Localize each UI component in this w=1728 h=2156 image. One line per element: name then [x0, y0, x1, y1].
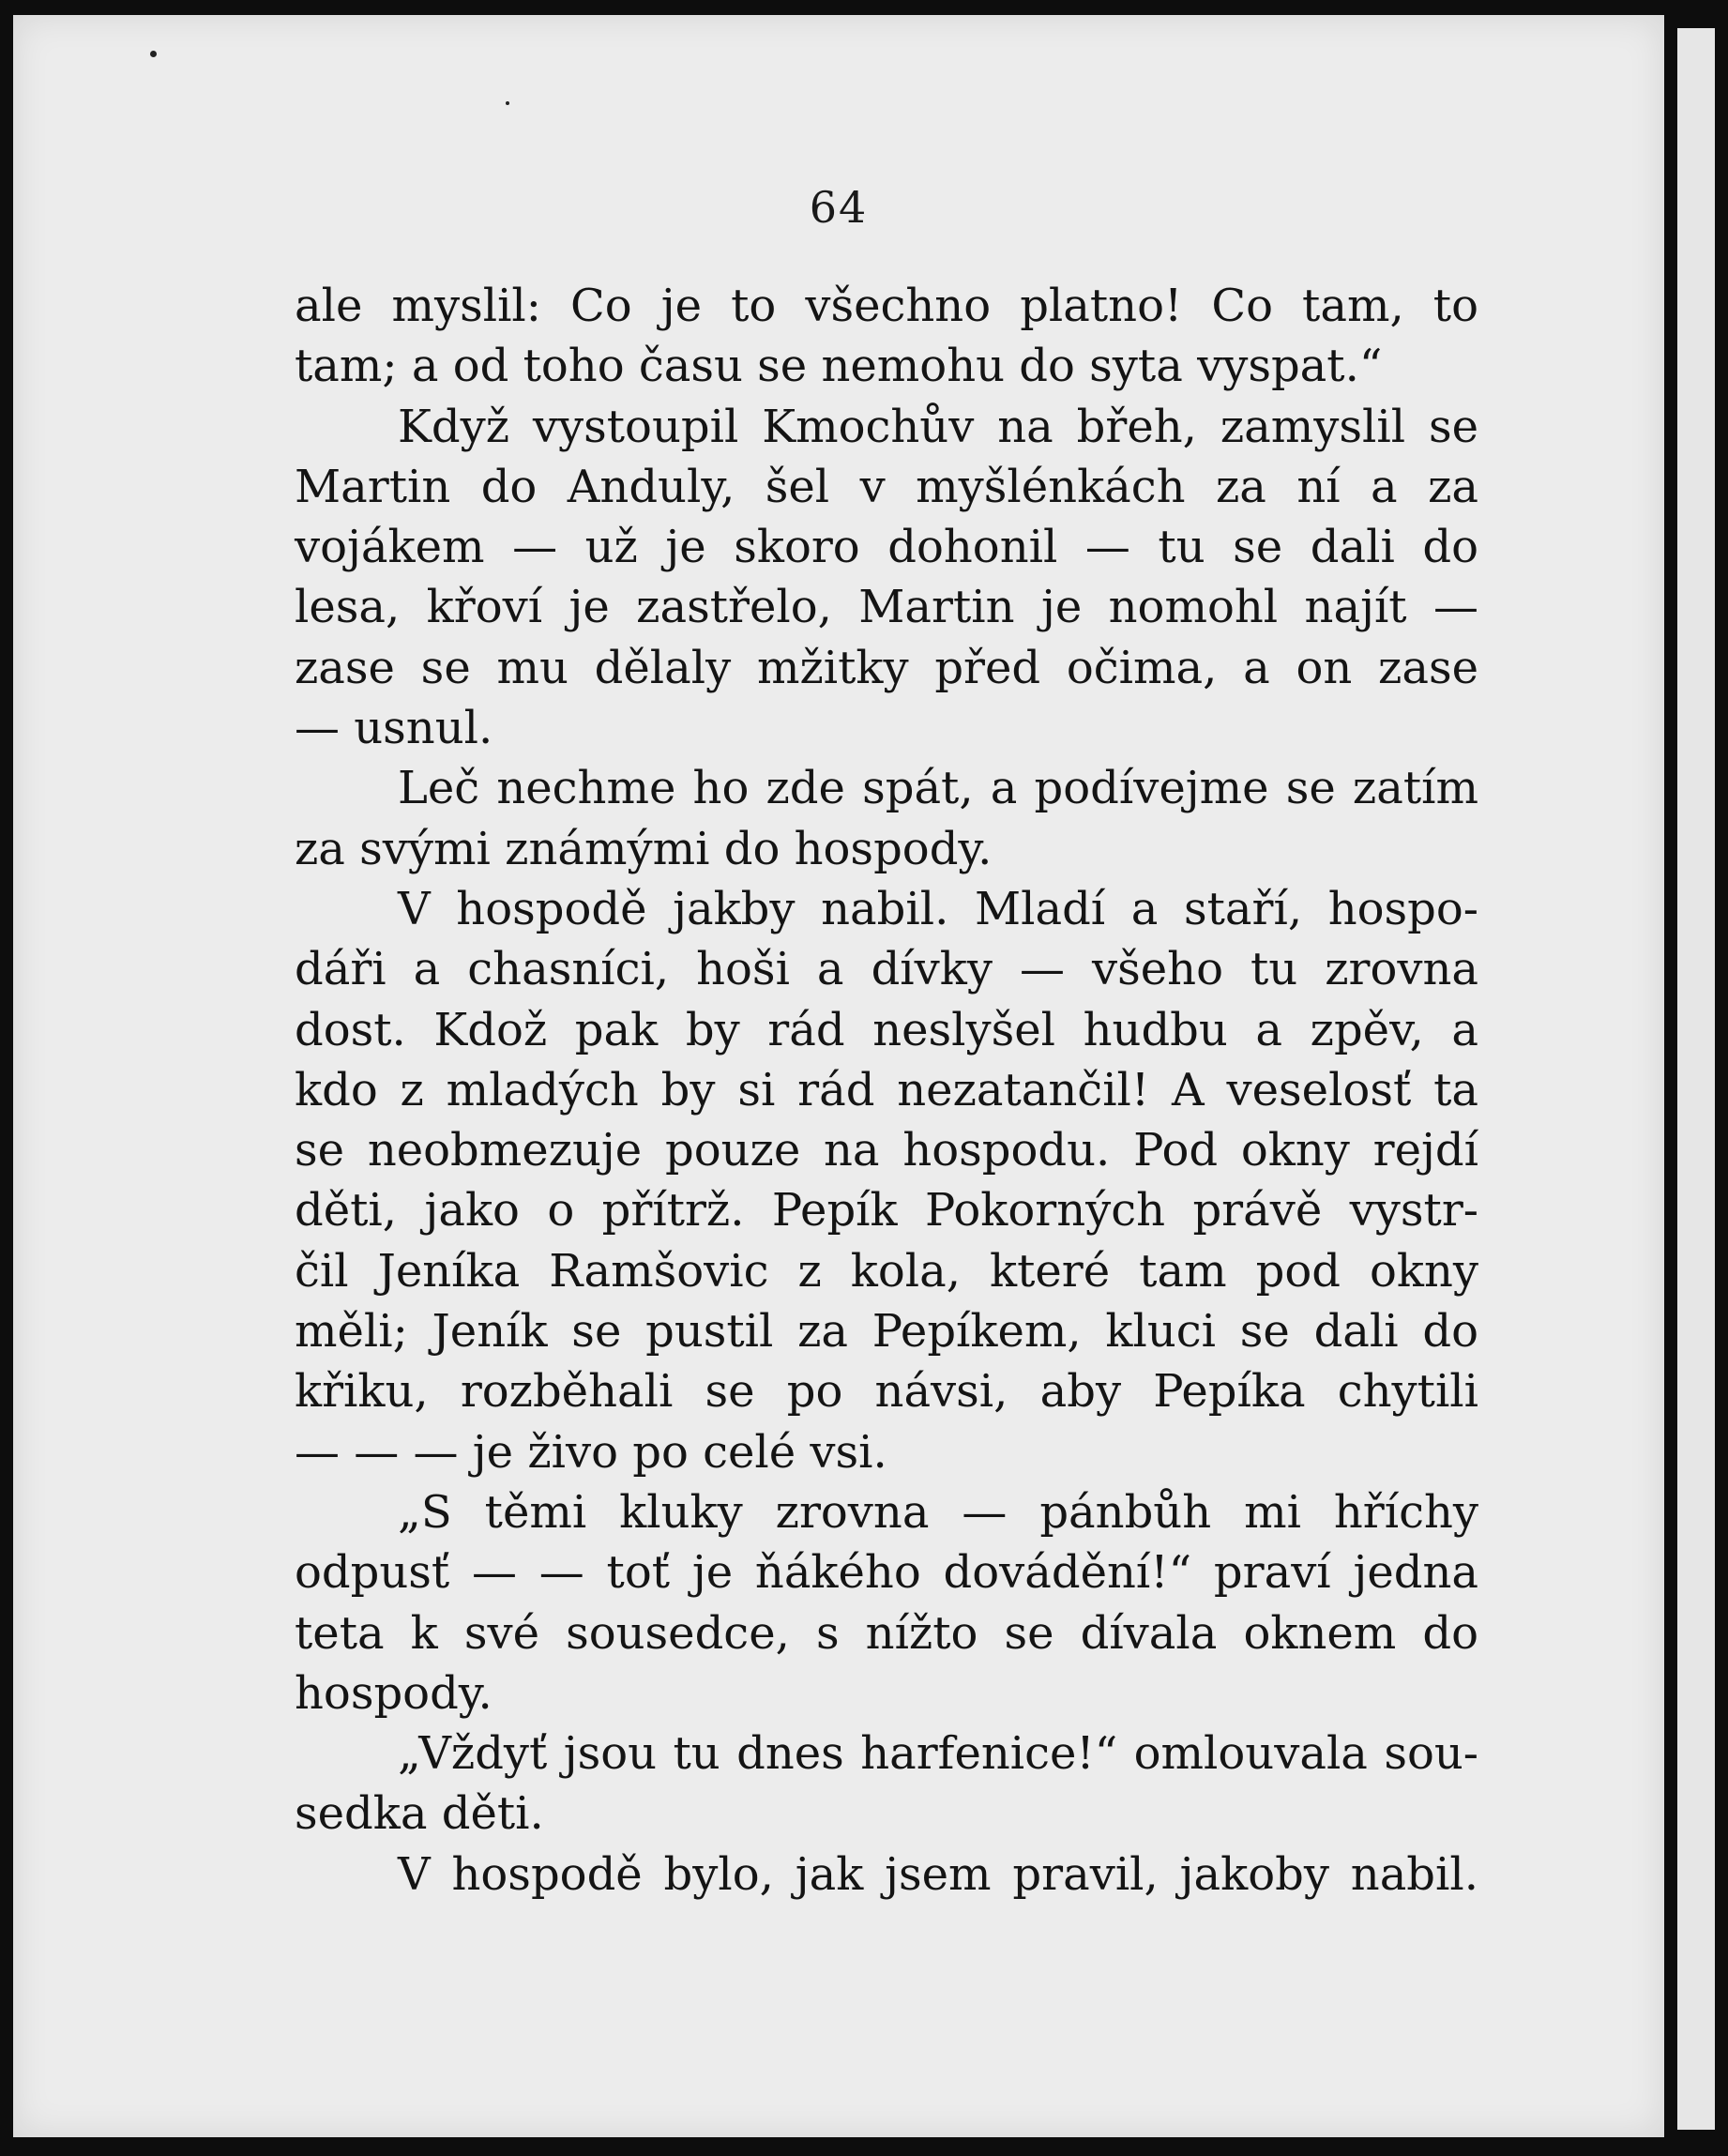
text-line: — — — je živo po celé vsi.	[295, 1425, 887, 1479]
text-line: „Vždyť jsou tu dnes harfenice!“ omlouvala sou-	[398, 1727, 1478, 1781]
text-line: „S těmi kluky zrovna — pánbůh mi hříchy	[398, 1485, 1478, 1539]
text-line: V hospodě jakby nabil. Mladí a staří, hospo-	[398, 882, 1478, 935]
body-text	[295, 276, 1478, 1905]
text-line: dost. Kdož pak by rád neslyšel hudbu a zpěv, a	[295, 1003, 1478, 1056]
text-line: Martin do Anduly, šel v myšlénkách za ní a za	[295, 460, 1478, 513]
ink-speck	[506, 101, 509, 105]
text-line: dáři a chasníci, hoši a dívky — všeho tu zrovna	[295, 943, 1478, 996]
text-line: se neobmezuje pouze na hospodu. Pod okny rejdí	[295, 1124, 1478, 1177]
text-line: měli; Jeník se pustil za Pepíkem, kluci se dali do	[295, 1305, 1478, 1359]
text-line: odpusť — — toť je ňákého dovádění!“ praví jedna	[295, 1546, 1478, 1600]
book-page	[13, 15, 1664, 2137]
text-line: tam; a od toho času se nemohu do syta vyspat.“	[295, 340, 1383, 393]
text-line: kdo z mladých by si rád nezatančil! A veselosť ta	[295, 1063, 1478, 1116]
text-line: křiku, rozběhali se po návsi, aby Pepíka chytili	[295, 1365, 1478, 1419]
text-line: vojákem — už je skoro dohonil — tu se dali do	[295, 521, 1478, 574]
text-line: za svými známými do hospody.	[295, 822, 993, 875]
text-line: hospody.	[295, 1666, 493, 1720]
text-line: ale myslil: Co je to všechno platno! Co tam, to	[295, 280, 1478, 332]
page-number: 64	[809, 182, 869, 233]
text-line: sedka děti.	[295, 1787, 544, 1841]
text-line: čil Jeníka Ramšovic z kola, které tam pod okny	[295, 1244, 1478, 1298]
text-line: teta k své sousedce, s nížto se dívala oknem do	[295, 1606, 1478, 1660]
text-line: — usnul.	[295, 702, 493, 755]
text-line: Když vystoupil Kmochův na břeh, zamyslil se	[398, 400, 1478, 453]
ink-speck	[150, 51, 157, 57]
text-line: děti, jako o přítrž. Pepík Pokorných právě vystr-	[295, 1184, 1478, 1237]
text-line: V hospodě bylo, jak jsem pravil, jakoby nabil.	[398, 1847, 1478, 1901]
text-line: Leč nechme ho zde spát, a podívejme se zatím	[398, 762, 1478, 815]
text-line: zase se mu dělaly mžitky před očima, a on zase	[295, 641, 1478, 694]
next-page-edge	[1677, 28, 1715, 2130]
text-line: lesa, křoví je zastřelo, Martin je nomohl najít —	[295, 581, 1478, 634]
